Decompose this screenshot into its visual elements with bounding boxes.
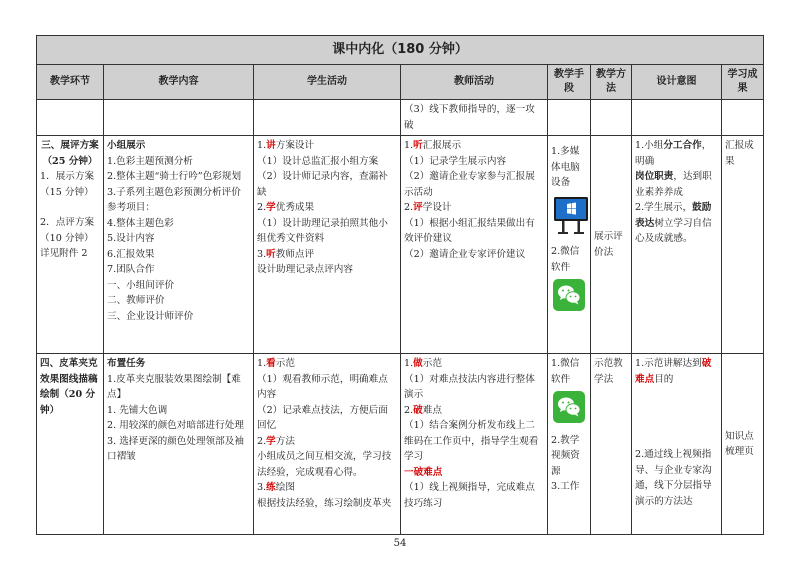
row2-content: 小组展示 1.色彩主题预测分析 2.整体主题“骑士行吟”色彩规划 3.子系列主题色彩预测分析评价参考项目： 4.整体主题色彩 5.设计内容 6.汇报效果 7.团队合作 一、小组间评价 二、教师评价 三、企业设计师评价 [104,136,254,354]
header-row [37,65,764,100]
table-row [37,136,764,354]
table-row [37,354,764,535]
header-intent: 设计意图 [632,65,722,100]
row2-method: 展示评价法 [591,136,632,354]
page-number: 54 [393,538,407,549]
row3-teacher: 1.做示范 （1）对难点技法内容进行整体演示 2.破难点 （1）结合案例分析发布线上二维码在工作页中，指导学生观看学习 一破难点 （1）线上视频指导，完成难点技巧练习 [401,354,548,535]
header-student: 学生活动 [254,65,401,100]
header-method: 教学方法 [591,65,632,100]
header-stage: 教学环节 [37,65,104,100]
row3-outcome: 知识点梳理页 [722,354,764,535]
row2-teacher: 1.听汇报展示 （1）记录学生展示内容 （2）邀请企业专家参与汇报展示活动 2.评学设计 （1）根据小组汇报结果做出有效评价建议 （2）邀请企业专家评价建议 [401,136,548,354]
header-outcome: 学习成果 [722,65,764,100]
row2-stage: 三、展评方案（25 分钟） 1．展示方案（15 分钟） 2．点评方案（10 分钟） 详见附件 2 [37,136,104,354]
smartboard-icon [553,195,587,241]
row3-intent: 1.示范讲解达到破难点目的 2.通过线上视频指导、与企业专家沟通，线下分层指导演示的方法达 [632,354,722,535]
lesson-plan-table [36,35,764,535]
wechat-icon [553,391,587,429]
row3-means: 1.微信软件 2.教学视频资源 3.工作 [548,354,591,535]
wechat-icon [553,279,587,317]
row2-means: 1.多媒体电脑设备 2.微信软件 [548,136,591,354]
row3-student: 1.看示范 （1）观看教师示范，明确难点内容 （2）记录难点技法，方便后面回忆 2.学方法 小组成员之间互相交流，学习技法经验，完成观看心得。 3.练绘图 根据技法经验，练习绘制皮革夹 [254,354,401,535]
header-means: 教学手段 [548,65,591,100]
header-teacher: 教师活动 [401,65,548,100]
row3-stage: 四、皮革夹克效果图线描稿绘制（20 分钟） [37,354,104,535]
row2-outcome: 汇报成果 [722,136,764,354]
row3-method: 示范教学法 [591,354,632,535]
row1-teacher: （3）线下教师指导的，逐一攻 破 [401,100,548,136]
header-content: 教学内容 [104,65,254,100]
table-title: 课中内化（180 分钟） [37,36,764,65]
row2-intent: 1.小组分工合作，明确 岗位职责，达到职业素养养成 2.学生展示，鼓励表达树立学习自信心及成就感。 [632,136,722,354]
row3-content: 布置任务 1.皮革夹克服装效果图绘制【难点】 1. 先铺大色调 2. 用较深的颜色对暗部进行处理 3. 选择更深的颜色处理领部及袖口褶皱 [104,354,254,535]
row2-student: 1.讲方案设计 （1）设计总监汇报小组方案 （2）设计师记录内容，查漏补缺 2.学优秀成果 （1）设计助理记录拍照其他小组优秀文件资料 3.听教师点评 设计助理记录点评内容 [254,136,401,354]
table-row [37,100,764,136]
